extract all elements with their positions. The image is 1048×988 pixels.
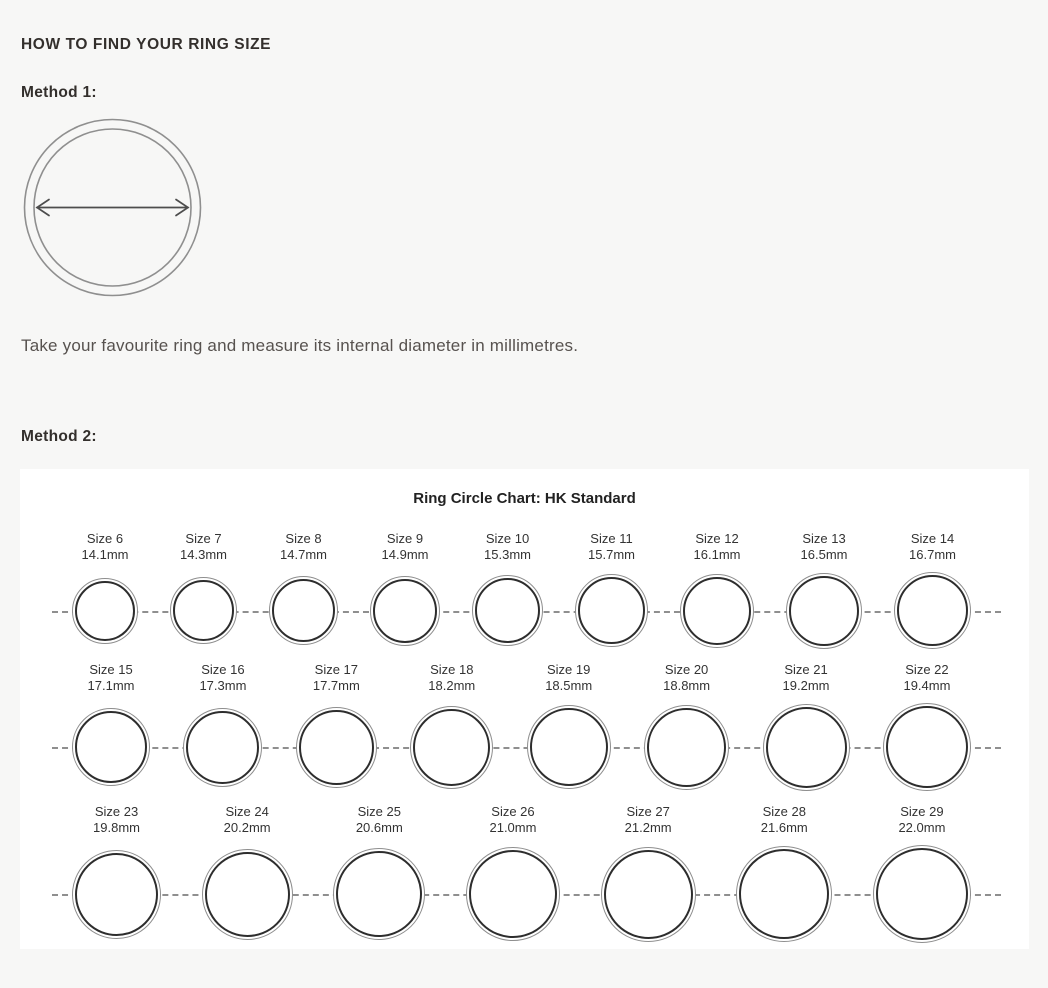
diameter-label: 18.5mm: [545, 678, 593, 693]
size-label: Size 12: [695, 531, 739, 546]
ring-circle: [202, 849, 293, 940]
circle-holder: [296, 703, 377, 791]
diameter-label: 20.6mm: [355, 820, 403, 835]
diameter-label: 14.9mm: [381, 547, 429, 562]
ring-size-row: [20, 662, 1029, 791]
ring-circle: [72, 850, 161, 939]
circle-holder: [527, 703, 611, 791]
ring-circle-inner: [336, 851, 422, 937]
ring-size-cell: [601, 804, 696, 943]
ring-circle: [883, 703, 971, 791]
ring-circle: [370, 576, 440, 646]
ring-circle: [601, 847, 696, 942]
circle-holder: [601, 845, 696, 943]
ring-circle-inner: [75, 581, 135, 641]
diameter-label: 22.0mm: [898, 820, 946, 835]
ring-size-cell: [170, 531, 237, 649]
circle-holder: [183, 703, 262, 791]
size-label: Size 20: [664, 662, 709, 677]
method-1-instruction: Take your favourite ring and measure its internal diameter in millimetres.: [21, 336, 579, 355]
ring-size-cell: [202, 804, 293, 943]
ring-size-cell: [736, 804, 832, 943]
ring-size-cells: [20, 531, 1029, 649]
chart-title: Ring Circle Chart: HK Standard: [413, 490, 636, 507]
diameter-label: 21.6mm: [760, 820, 808, 835]
diameter-label: 14.1mm: [81, 547, 129, 562]
ring-size-cell: [410, 662, 493, 791]
ring-size-chart-panel: [20, 469, 1029, 949]
diameter-label: 16.5mm: [800, 547, 848, 562]
size-label: Size 28: [762, 804, 806, 819]
chart-rows: [20, 531, 1029, 943]
ring-circle-inner: [469, 850, 557, 938]
ring-circle: [644, 705, 729, 790]
circle-holder: [333, 845, 425, 943]
circle-holder: [202, 845, 293, 943]
ring-size-cell: [763, 662, 850, 791]
ring-size-cell: [296, 662, 377, 791]
ring-size-cell: [183, 662, 262, 791]
circle-holder: [466, 845, 560, 943]
page-title: HOW TO FIND YOUR RING SIZE: [21, 36, 272, 53]
diameter-label: 20.2mm: [223, 820, 271, 835]
ring-circle: [333, 848, 425, 940]
size-label: Size 11: [590, 531, 633, 546]
size-label: Size 24: [225, 804, 269, 819]
diameter-label: 19.4mm: [903, 678, 951, 693]
ring-circle-inner: [373, 579, 437, 643]
ring-size-cells: [20, 804, 1029, 943]
circle-holder: [410, 703, 493, 791]
size-label: Size 15: [89, 662, 133, 677]
circle-holder: [72, 703, 150, 791]
ring-circle: [894, 572, 971, 649]
ring-size-cell: [72, 662, 150, 791]
circle-holder: [472, 572, 543, 649]
ring-size-cell: [644, 662, 729, 791]
method-2-heading: Method 2:: [21, 428, 97, 445]
size-label: Size 25: [357, 804, 401, 819]
size-label: Size 22: [905, 662, 949, 677]
size-label: Size 29: [900, 804, 944, 819]
ring-circle: [296, 707, 377, 788]
ring-circle: [72, 708, 150, 786]
diameter-label: 17.3mm: [199, 678, 247, 693]
ring-size-row: [20, 804, 1029, 943]
ring-size-cell: [333, 804, 425, 943]
diameter-label: 15.7mm: [588, 547, 635, 562]
diameter-label: 16.1mm: [693, 547, 741, 562]
size-label: Size 27: [626, 804, 670, 819]
ring-circle-inner: [683, 577, 751, 645]
ring-circle-inner: [75, 711, 147, 783]
diameter-label: 17.7mm: [312, 678, 360, 693]
circle-holder: [72, 572, 138, 649]
ring-circle-inner: [299, 710, 374, 785]
ring-circle-inner: [272, 579, 335, 642]
ring-circle-inner: [530, 708, 608, 786]
ring-circle-inner: [604, 850, 693, 939]
ring-size-row: [20, 531, 1029, 649]
circle-holder: [680, 572, 754, 649]
size-label: Size 8: [285, 531, 322, 546]
circle-holder: [873, 845, 971, 943]
circle-holder: [883, 703, 971, 791]
ring-size-cell: [269, 531, 338, 649]
diameter-label: 18.8mm: [663, 678, 711, 693]
ring-size-cell: [883, 662, 971, 791]
ring-circle: [183, 708, 262, 787]
diameter-label: 21.2mm: [624, 820, 672, 835]
circle-holder: [575, 572, 648, 649]
size-label: Size 16: [201, 662, 245, 677]
ring-circle: [410, 706, 493, 789]
circle-holder: [72, 845, 161, 943]
diameter-label: 15.3mm: [484, 547, 531, 562]
ring-size-cell: [527, 662, 611, 791]
size-label: Size 23: [94, 804, 139, 819]
ring-circle-inner: [578, 577, 645, 644]
circle-holder: [170, 572, 237, 649]
diameter-arrow-icon: [37, 200, 188, 216]
size-label: Size 9: [386, 531, 424, 546]
ring-circle: [680, 574, 754, 648]
diameter-label: 14.3mm: [180, 547, 227, 562]
ring-circle: [170, 577, 237, 644]
diameter-label: 17.1mm: [87, 678, 135, 693]
ring-circle: [736, 846, 832, 942]
ring-circle: [269, 576, 338, 645]
ring-size-cell: [873, 804, 971, 943]
size-label: Size 7: [185, 531, 222, 546]
ring-circle-inner: [766, 707, 847, 788]
ring-circle-inner: [173, 580, 234, 641]
size-label: Size 26: [491, 804, 535, 819]
ring-circle-inner: [75, 853, 158, 936]
diameter-label: 19.2mm: [782, 678, 830, 693]
ring-size-cell: [575, 531, 648, 649]
ring-size-cell: [72, 804, 161, 943]
circle-holder: [736, 845, 832, 943]
ring-diameter-illustration: [20, 115, 205, 300]
ring-size-cell: [72, 531, 138, 649]
ring-size-cell: [786, 531, 862, 649]
ring-circle-inner: [205, 852, 290, 937]
size-label: Size 19: [547, 662, 591, 677]
diameter-label: 19.8mm: [93, 820, 140, 835]
circle-holder: [370, 572, 440, 649]
ring-circle: [472, 575, 543, 646]
ring-size-cell: [370, 531, 440, 649]
size-label: Size 21: [784, 662, 828, 677]
ring-circle-inner: [886, 706, 968, 788]
ring-size-cell: [472, 531, 543, 649]
ring-circle: [72, 578, 138, 644]
ring-circle-inner: [186, 711, 259, 784]
size-label: Size 18: [430, 662, 474, 677]
ring-circle-inner: [876, 848, 968, 940]
circle-holder: [763, 703, 850, 791]
circle-holder: [269, 572, 338, 649]
ring-size-cell: [466, 804, 560, 943]
ring-size-cell: [894, 531, 971, 649]
ring-circle-inner: [413, 709, 490, 786]
ring-circle-inner: [647, 708, 726, 787]
method-1-heading: Method 1:: [21, 84, 97, 101]
diameter-label: 21.0mm: [489, 820, 537, 835]
diameter-label: 14.7mm: [280, 547, 327, 562]
ring-size-cells: [20, 662, 1029, 791]
ring-circle-inner: [475, 578, 540, 643]
ring-circle-inner: [789, 576, 859, 646]
ring-circle: [786, 573, 862, 649]
diameter-label: 16.7mm: [909, 547, 956, 562]
ring-size-cell: [680, 531, 754, 649]
size-label: Size 13: [802, 531, 846, 546]
circle-holder: [894, 572, 971, 649]
circle-holder: [786, 572, 862, 649]
ring-circle: [527, 705, 611, 789]
diameter-label: 18.2mm: [428, 678, 476, 693]
size-label: Size 6: [86, 531, 124, 546]
ring-circle: [873, 845, 971, 943]
size-label: Size 10: [485, 531, 530, 546]
ring-circle: [575, 574, 648, 647]
size-label: Size 17: [314, 662, 359, 677]
ring-circle: [466, 847, 560, 941]
ring-circle-inner: [739, 849, 829, 939]
circle-holder: [644, 703, 729, 791]
size-label: Size 14: [910, 531, 955, 546]
ring-circle: [763, 704, 850, 791]
ring-circle-inner: [897, 575, 968, 646]
